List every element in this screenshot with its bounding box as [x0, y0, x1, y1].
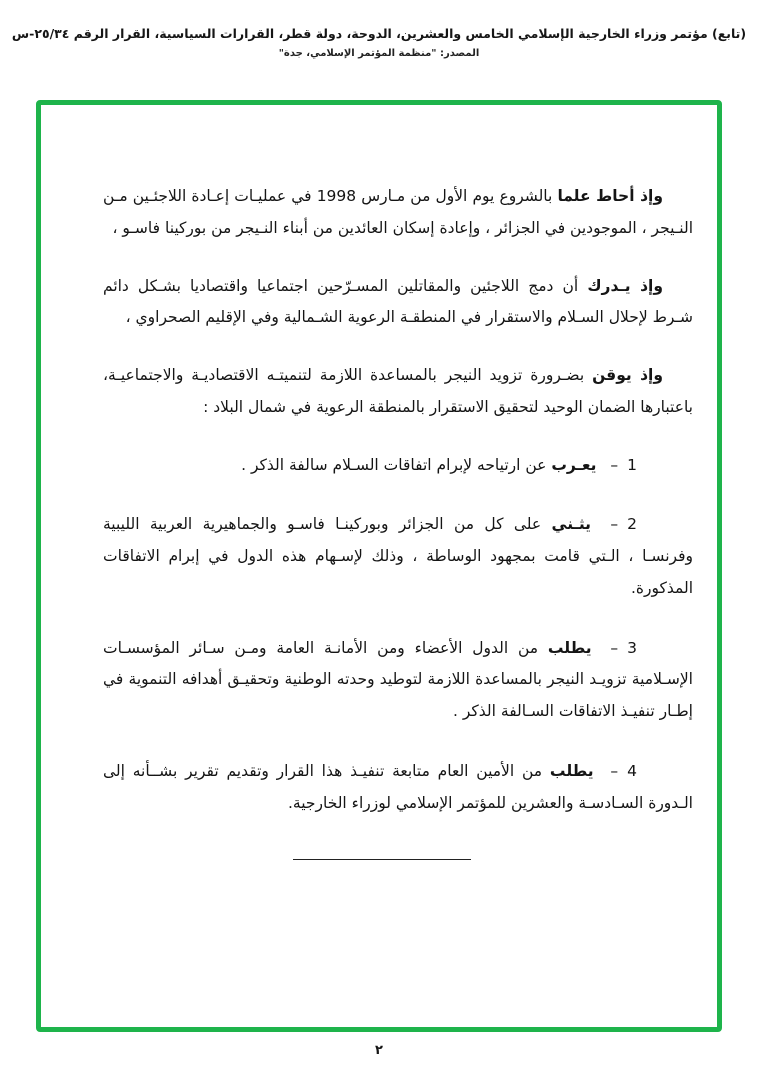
- item-dash: –: [610, 455, 619, 474]
- list-item-4: [103, 756, 693, 820]
- paragraph-text: بضـرورة تزويد النيجر بالمساعدة اللازمة لتنميتـه الاقتصاديـة والاجتماعيـة، باعتبارها الضمان الوحيد لتحقيق الاستقرار بالمنطقة الرعوية في شمال البلاد :: [103, 366, 693, 416]
- paragraph-lead: وإذ يـدرك: [587, 276, 663, 295]
- item-marker: [601, 515, 637, 533]
- item-dash: –: [610, 638, 619, 657]
- paragraph-text: بالشروع يوم الأول من مـارس 1998 في عمليـات إعـادة اللاجئـين مـن النـيجر ، الموجودين في الجزائر ، وإعادة إسكان العائدين من أبناء النـيجر من بوركينا فاسـو ،: [103, 187, 693, 237]
- item-text: على كل من الجزائر وبوركينـا فاسـو والجماهيرية العربية الليبية وفرنسـا ، الـتي قامت بمجهود الوساطة ، وذلك لإسـهام هذه الدول في إبرام الاتفاقات المذكورة.: [103, 515, 693, 597]
- section-divider: [293, 859, 471, 860]
- item-lead: يطلب: [547, 638, 592, 657]
- item-text: من الأمين العام متابعة تنفيـذ هذا القرار وتقديم تقرير بشــأنه إلى الـدورة السـادسـة والعشرين للمؤتمر الإسلامي لوزراء الخارجية.: [103, 761, 693, 812]
- item-number: 3: [627, 638, 637, 657]
- item-marker: [601, 456, 637, 474]
- page-number: ٢: [375, 1043, 383, 1058]
- paragraph-preamble-2: [103, 271, 693, 335]
- list-item-1: [103, 450, 693, 482]
- list-item-3: [103, 633, 693, 728]
- item-text: من الدول الأعضاء ومن الأمانـة العامة ومـن سـائر المؤسسـات الإسـلامية تزويـد النيجر بالمساعدة اللازمة لتوطيد وحدته الوطنية وتحقيـق أهدافه التنموية في إطـار تنفيـذ الاتفاقات السـالفة الذكر .: [103, 638, 693, 721]
- document-header: [0, 26, 758, 59]
- paragraph-preamble-3: [103, 360, 693, 424]
- item-marker: [601, 639, 637, 657]
- item-number: 4: [627, 761, 637, 780]
- item-lead: يطلب: [549, 761, 594, 780]
- paragraph-preamble-1: [103, 181, 693, 245]
- item-dash: –: [610, 761, 619, 780]
- item-lead: يعـرب: [551, 455, 597, 474]
- document-body: [41, 105, 717, 860]
- header-title: (تابع) مؤتمر وزراء الخارجية الإسلامي الخامس والعشرين، الدوحة، دولة قطر، القرارات السياسية، القرار الرقم ٢٥/٣٤-س: [11, 26, 747, 41]
- item-number: 2: [627, 515, 637, 534]
- content-border-box: [36, 100, 722, 1032]
- item-number: 1: [627, 455, 637, 474]
- header-source: المصدر: "منظمة المؤتمر الإسلامي، جدة": [278, 48, 480, 59]
- item-dash: –: [610, 515, 619, 534]
- item-lead: يثـني: [551, 515, 591, 534]
- list-item-2: [103, 509, 693, 604]
- paragraph-lead: وإذ أحاط علما: [557, 187, 663, 205]
- item-text: عن ارتياحه لإبرام اتفاقات السـلام سالفة الذكر .: [241, 455, 547, 474]
- item-marker: [601, 762, 637, 780]
- paragraph-text: أن دمج اللاجئين والمقاتلين المسـرّحين اجتماعيا واقتصاديا بشـكل دائم شـرط لإحلال السـلام والاستقرار في المنطقـة الرعوية الشـمالية وفي الإقليم الصحراوي ،: [103, 276, 693, 327]
- paragraph-lead: وإذ يوقن: [592, 366, 663, 385]
